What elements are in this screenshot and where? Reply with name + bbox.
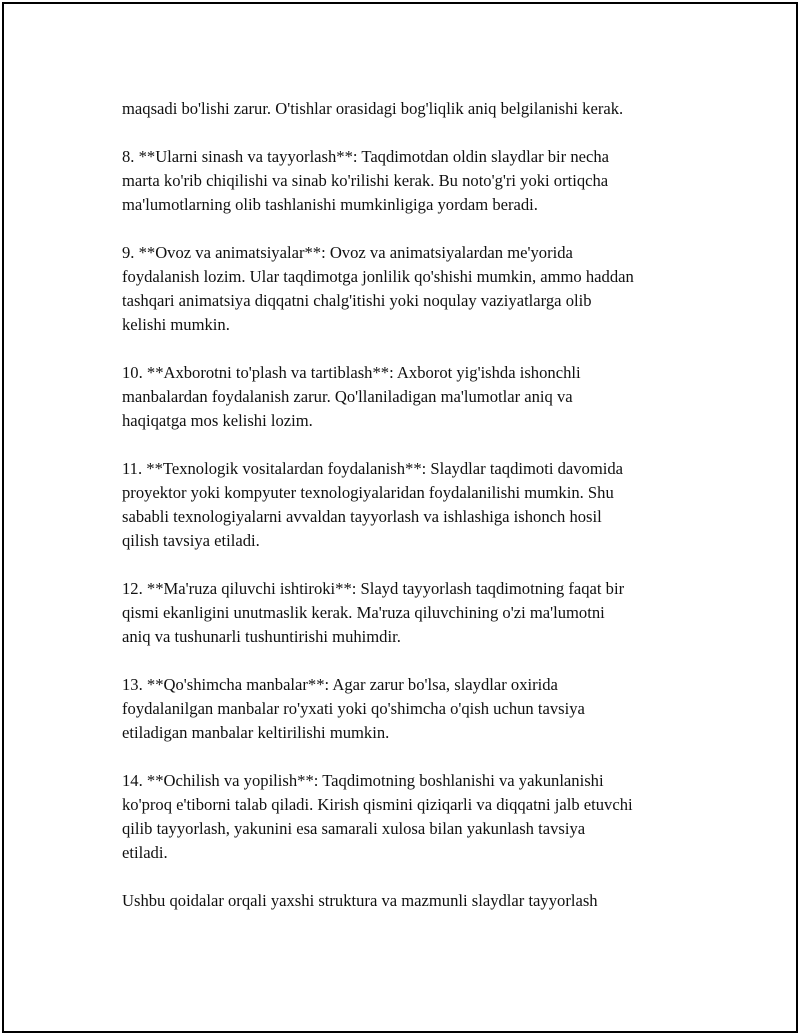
text-line: Ushbu qoidalar orqali yaxshi struktura va mazmunli slaydlar tayyorlash [122,891,598,910]
text-line: qismi ekanligini unutmaslik kerak. Ma'ruza qiluvchining o'zi ma'lumotni [122,603,605,622]
text-line: manbalardan foydalanish zarur. Qo'llaniladigan ma'lumotlar aniq va [122,387,573,406]
text-line: tashqari animatsiya diqqatni chalg'itishi yoki noqulay vaziyatlarga olib [122,291,592,310]
paragraph-item-8 [122,145,722,217]
text-line: kelishi mumkin. [122,315,230,334]
text-line: aniq va tushunarli tushuntirishi muhimdir. [122,627,401,646]
text-line: 8. **Ularni sinash va tayyorlash**: Taqdimotdan oldin slaydlar bir necha [122,147,610,166]
text-line: etiladigan manbalar keltirilishi mumkin. [122,723,390,742]
text-line: 13. **Qo'shimcha manbalar**: Agar zarur bo'lsa, slaydlar oxirida [122,675,558,694]
text-line: etiladi. [122,843,168,862]
text-line: 9. **Ovoz va animatsiyalar**: Ovoz va animatsiyalardan me'yorida [122,243,573,262]
paragraph-item-11 [122,457,722,553]
paragraph-conclusion [122,889,722,913]
paragraph-intro-continuation [122,97,722,121]
text-line: ma'lumotlarning olib tashlanishi mumkinligiga yordam beradi. [122,195,538,214]
paragraph-item-13 [122,673,722,745]
text-line: marta ko'rib chiqilishi va sinab ko'rilishi kerak. Bu noto'g'ri yoki ortiqcha [122,171,609,190]
page-frame [2,2,798,1033]
text-line: foydalanilgan manbalar ro'yxati yoki qo'shimcha o'qish uchun tavsiya [122,699,585,718]
paragraph-item-14 [122,769,722,865]
text-line: 12. **Ma'ruza qiluvchi ishtiroki**: Slayd tayyorlash taqdimotning faqat bir [122,579,625,598]
paragraph-item-9 [122,241,722,337]
text-line: proyektor yoki kompyuter texnologiyalaridan foydalanilishi mumkin. Shu [122,483,614,502]
document-body [122,97,722,937]
text-line: 11. **Texnologik vositalardan foydalanish**: Slaydlar taqdimoti davomida [122,459,624,478]
paragraph-item-10 [122,361,722,433]
text-line: haqiqatga mos kelishi lozim. [122,411,313,430]
text-line: qilib tayyorlash, yakunini esa samarali xulosa bilan yakunlash tavsiya [122,819,586,838]
text-line: maqsadi bo'lishi zarur. O'tishlar orasidagi bog'liqlik aniq belgilanishi kerak. [122,99,624,118]
text-line: foydalanish lozim. Ular taqdimotga jonlilik qo'shishi mumkin, ammo haddan [122,267,634,286]
text-line: qilish tavsiya etiladi. [122,531,260,550]
text-line: 14. **Ochilish va yopilish**: Taqdimotning boshlanishi va yakunlanishi [122,771,604,790]
text-line: sababli texnologiyalarni avvaldan tayyorlash va ishlashiga ishonch hosil [122,507,602,526]
text-line: ko'proq e'tiborni talab qiladi. Kirish qismini qiziqarli va diqqatni jalb etuvchi [122,795,633,814]
paragraph-item-12 [122,577,722,649]
text-line: 10. **Axborotni to'plash va tartiblash**: Axborot yig'ishda ishonchli [122,363,581,382]
